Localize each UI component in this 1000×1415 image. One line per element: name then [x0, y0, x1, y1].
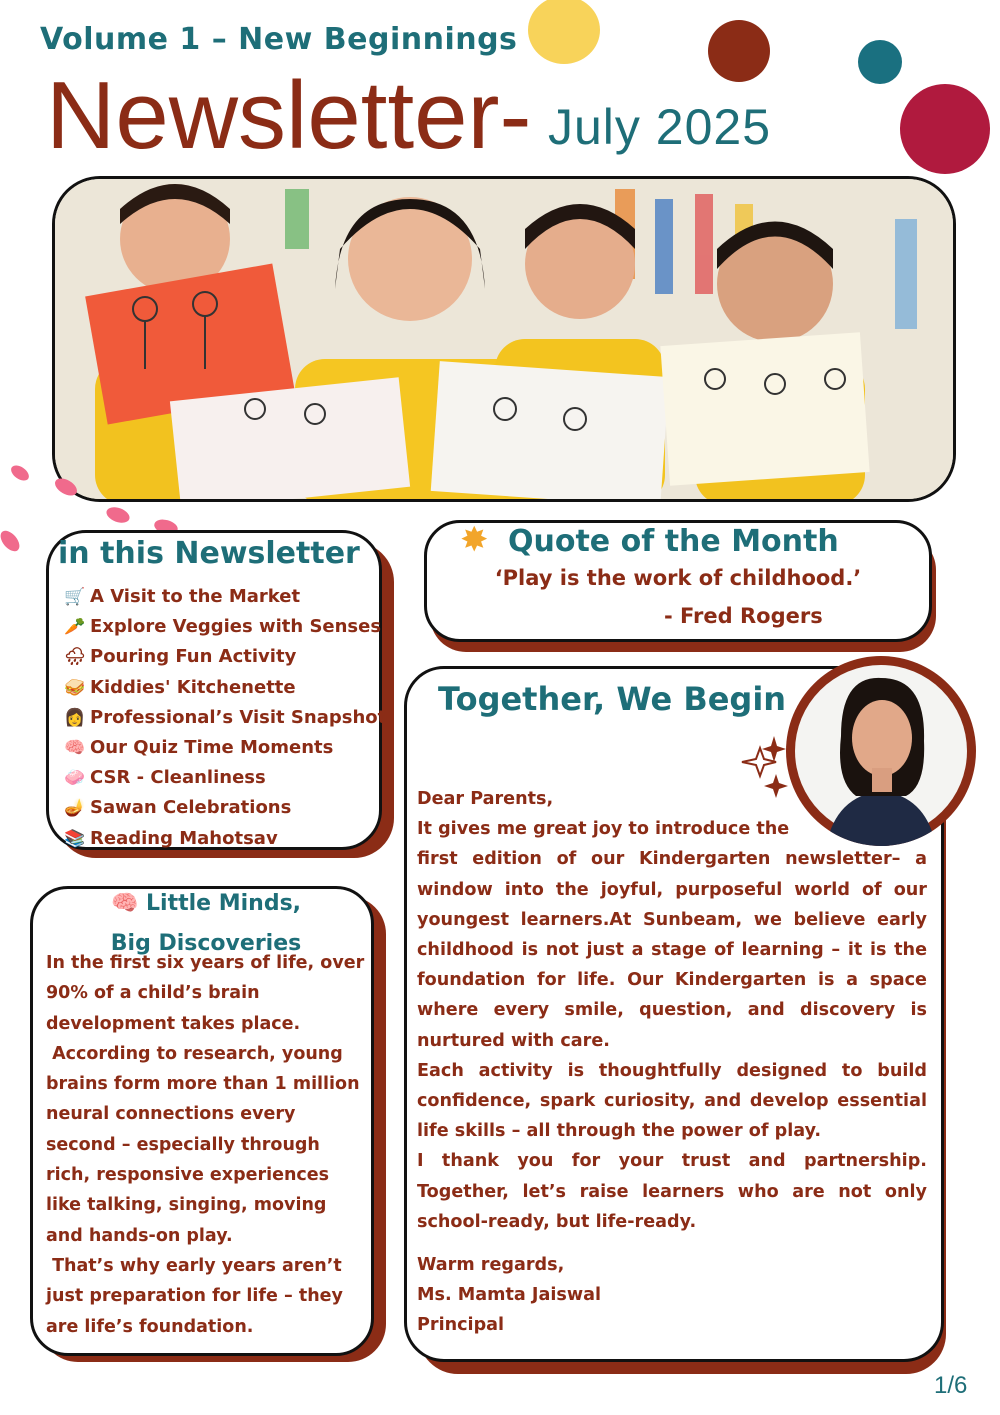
contents-item-label: Sawan Celebrations — [90, 797, 292, 819]
page-number: 1/6 — [934, 1372, 968, 1399]
volume-subtitle: Volume 1 – New Beginnings — [40, 22, 518, 57]
diya-lamp-icon: 🪔 — [64, 798, 86, 819]
facts-body — [46, 948, 366, 1342]
contents-item — [62, 733, 386, 763]
contents-item — [62, 673, 386, 703]
sandwich-icon: 🥪 — [64, 677, 86, 698]
contents-item-label: Kiddies' Kitchenette — [90, 676, 296, 698]
letter-title: Together, We Begin — [438, 680, 787, 718]
letter-paragraph: I thank you for your trust and partnership. Together, let’s raise learners who are not only school-ready, but life-ready. — [417, 1151, 927, 1232]
contents-item — [62, 612, 386, 642]
contents-item — [62, 763, 386, 793]
contents-item-label: Reading Mahotsav — [90, 827, 278, 849]
page-title: Newsletter- — [46, 62, 532, 169]
children-with-artwork-illustration — [55, 179, 956, 502]
contents-title: in this Newsletter — [58, 536, 360, 571]
quote-text: ‘Play is the work of childhood.’ — [494, 566, 862, 590]
contents-item-label: Pouring Fun Activity — [90, 646, 297, 668]
principal-name: Ms. Mamta Jaiswal — [417, 1285, 601, 1306]
quote-author: - Fred Rogers — [664, 604, 823, 628]
facts-title-line1: 🧠 Little Minds, — [110, 891, 302, 916]
brain-icon: 🧠 — [64, 737, 86, 758]
hero-photo — [52, 176, 956, 502]
facts-paragraph: In the first six years of life, over 90% of a child’s brain development takes place. — [46, 953, 365, 1034]
letter-greeting: Dear Parents, — [417, 789, 554, 809]
professional-icon: 👩 — [64, 707, 86, 728]
contents-item — [62, 582, 386, 612]
yellow-dot — [528, 0, 600, 64]
letter-signoff — [417, 1250, 601, 1341]
carrot-icon: 🥕 — [64, 617, 86, 638]
contents-item — [62, 793, 386, 823]
contents-item — [62, 703, 386, 733]
letter-paragraph: first edition of our Kindergarten newsletter– a window into the joyful, purposeful world of our youngest learners.At Sunbeam, we believe early childhood is not just a stage of learning – it is the foundation for life. Our Kindergarten is a space where every smile, question, and discovery is nurtured with care. — [417, 849, 927, 1051]
contents-item-label: Professional’s Visit Snapshot — [90, 706, 387, 728]
contents-item-label: Explore Veggies with Senses — [90, 616, 382, 638]
books-icon: 📚 — [64, 828, 86, 849]
facts-paragraph: According to research, young brains form more than 1 million neural connections every second – especially through rich, responsive experiences like talking, singing, moving and hands-on play. — [46, 1043, 366, 1246]
contents-item — [62, 824, 386, 854]
contents-item-label: CSR - Cleanliness — [90, 767, 266, 789]
crimson-dot — [900, 84, 990, 174]
teal-dot — [858, 40, 902, 84]
star-icon: ✸ — [460, 520, 489, 560]
facts-title-line2: Big Discoveries — [110, 931, 302, 956]
facts-paragraph: That’s why early years aren’t just preparation for life – they are life’s foundation. — [46, 1255, 350, 1337]
issue-date: July 2025 — [548, 99, 772, 155]
contents-item-label: A Visit to the Market — [90, 586, 301, 607]
rust-dot — [708, 20, 770, 82]
contents-list — [62, 582, 386, 854]
principal-role: Principal — [417, 1315, 505, 1336]
letter-body — [417, 784, 927, 1237]
letter-closing: Warm regards, — [417, 1255, 565, 1275]
contents-item-label: Our Quiz Time Moments — [90, 736, 334, 758]
letter-intro: It gives me great joy to introduce the — [417, 819, 790, 840]
quote-title: Quote of the Month — [508, 524, 839, 559]
brain-icon: 🧠 — [110, 891, 139, 916]
shopping-cart-icon: 🛒 — [64, 587, 86, 607]
soap-icon: 🧼 — [64, 768, 86, 789]
letter-paragraph: Each activity is thoughtfully designed to build confidence, spark curiosity, and develop essential life skills – all through the power of play. — [417, 1060, 927, 1142]
rain-cloud-icon: 🌧 — [64, 647, 86, 668]
contents-item — [62, 642, 386, 672]
